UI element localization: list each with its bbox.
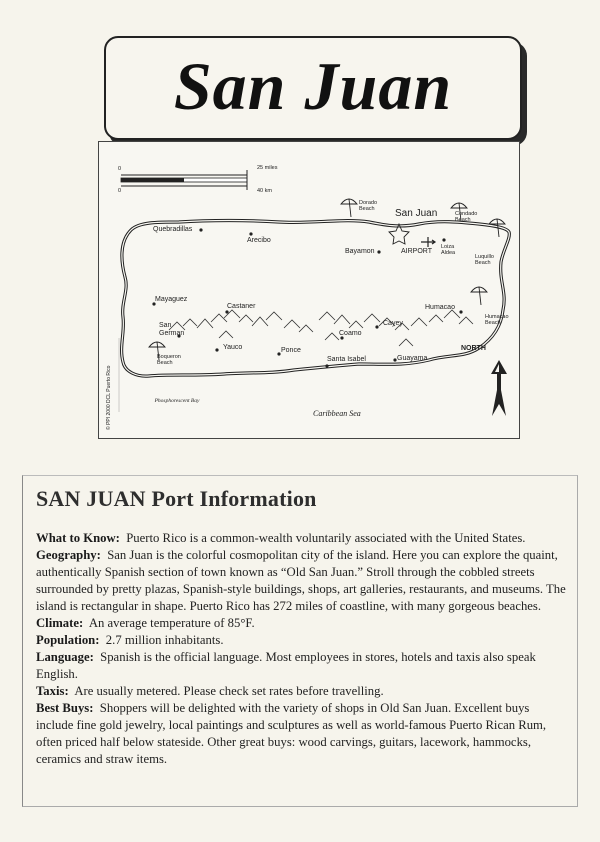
info-text: Puerto Rico is a common-wealth voluntarily associated with the United States. [126,531,526,545]
label-dorado-beach: Dorado Beach [359,200,378,212]
info-label: Climate: [36,616,84,630]
info-item-taxis [36,683,567,700]
label-caribbean-sea: Caribbean Sea [313,409,361,418]
label-castaner: Castaner [227,303,256,310]
scale-zero-top: 0 [118,166,122,172]
info-text: Are usually metered. Please check set rates before travelling. [74,684,384,698]
info-label: Taxis: [36,684,69,698]
label-bayamon: Bayamon [345,248,375,255]
label-north: NORTH [461,345,486,352]
info-label: What to Know: [36,531,120,545]
info-text: Shoppers will be delighted with the variety of shops in Old San Juan. Excellent buys include fine gold jewelry, local paintings and sculptures as well as world-famous Puerto Rican Rum, often priced half below stateside. Other great buys: wood carvings, guitars, lacework, hammocks, ceramics and straw items. [36,701,547,766]
label-condado-beach: Condado Beach [455,211,478,223]
label-humacao-beach: Humacao Beach [485,314,509,326]
label-ponce: Ponce [281,347,301,354]
scale-km-label: 40 km [257,188,272,194]
info-item-what-to-know [36,530,567,547]
label-san-german: San German [159,322,185,337]
map-copyright: © PPI 2000 DCL Puerto Rico [106,365,112,430]
scale-zero-bottom: 0 [118,188,122,194]
airplane-icon [421,237,435,247]
port-info-panel [22,475,578,807]
label-boqueron-beach: Boqueron Beach [157,354,181,366]
label-quebradillas: Quebradillas [153,226,193,233]
info-item-population [36,632,567,649]
label-san-juan: San Juan [395,208,438,219]
port-info-heading: SAN JUAN Port Information [36,486,317,511]
info-item-climate [36,615,567,632]
info-text: An average temperature of 85°F. [88,616,255,630]
label-airport: AIRPORT [401,248,432,255]
page-title: San Juan [173,47,453,124]
label-yauco: Yauco [223,344,243,351]
info-item-language [36,649,567,683]
info-text: 2.7 million inhabitants. [105,633,224,647]
port-info-body [36,530,567,768]
label-guayama: Guayama [397,355,428,362]
scale-miles-label: 25 miles [257,165,278,171]
puerto-rico-map [98,141,520,439]
title-banner [104,36,522,140]
scale-bar [121,170,247,190]
info-label: Best Buys: [36,701,94,715]
info-item-geography [36,547,567,615]
info-label: Geography: [36,548,101,562]
label-santa-isabel: Santa Isabel [327,356,366,363]
label-coamo: Coamo [339,330,362,337]
info-label: Population: [36,633,100,647]
north-arrow-icon [491,360,507,416]
label-cayey: Cayey [383,320,403,327]
label-mayaguez: Mayaguez [155,296,188,303]
info-label: Language: [36,650,94,664]
label-luquillo-beach: Luquillo Beach [475,254,494,266]
label-humacao: Humacao [425,304,455,311]
info-item-best-buys [36,700,567,768]
mountains [169,310,473,346]
info-text: Spanish is the official language. Most employees in stores, hotels and taxis also speak English. [36,650,536,681]
label-arecibo: Arecibo [247,237,271,244]
info-text: San Juan is the colorful cosmopolitan city of the island. Here you can explore the quaint, authentically Spanish section of town known as “Old San Juan.” Stroll through the cobbled streets surrounded by pretty plazas, Spanish-style buildings, shops, art galleries, restaurants, and museums. The island is rectangular in shape. Puerto Rico has 272 miles of coastline, with many gorgeous beaches. [36,548,566,613]
label-loiza-aldea: Loiza Aldea [441,244,456,256]
map-graphic [99,142,519,438]
label-phosphorescent-bay: Phosphorescent Bay [154,398,200,404]
